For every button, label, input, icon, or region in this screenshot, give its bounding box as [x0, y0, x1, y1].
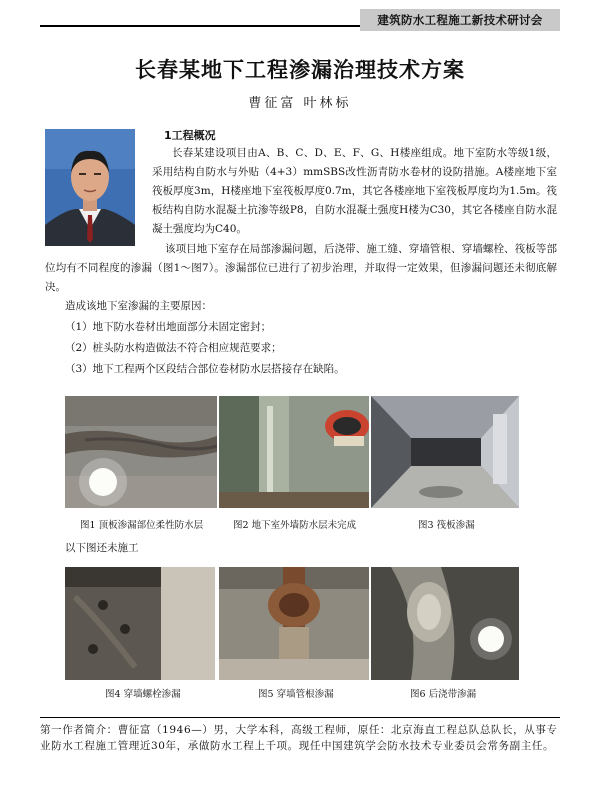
figure-4-caption: 图4 穿墙螺栓渗漏 — [105, 689, 181, 700]
figure-2-photo — [219, 396, 369, 508]
figure-2-caption: 图2 地下室外墙防水层未完成 — [233, 520, 357, 531]
cause-item: （3）地下工程两个区段结合部位卷材防水层搭接存在缺陷。 — [65, 363, 345, 375]
footnote-rule — [40, 717, 560, 718]
figure-note: 以下图还未施工 — [65, 542, 139, 554]
figure-6-caption: 图6 后浇带渗漏 — [410, 689, 477, 700]
section-heading: 1工程概况 — [164, 129, 216, 142]
paragraph-leakage: 该项目地下室存在局部渗漏问题，后浇带、施工缝、穿墙管根、穿墙螺栓、筏板等部位均有不同程度的渗漏（图1～图7）。渗漏部位已进行了初步治理，并取得一定效果，但渗漏问题还未彻底解决。 — [45, 243, 557, 293]
paragraph-overview: 长春某建设项目由A、B、C、D、E、F、G、H楼座组成。地下室防水等级1级，采用结构自防水与外贴（4+3）mmSBS改性沥青防水卷材的设防措施。A楼座地下室筏板厚度3m，H楼座地下室筏板厚度0.7m，其它各楼座地下室筏板厚度均为1.5m。筏板结构自防水混凝土抗渗等级P8，自防水混凝土强度H楼为C30，其它各楼座自防水混凝土强度均为C40。 — [152, 147, 557, 235]
cause-item: （2）桩头防水构造做法不符合相应规范要求； — [65, 342, 282, 354]
figure-6-photo — [371, 567, 519, 680]
article-authors: 曹征富 叶林标 — [248, 96, 352, 111]
running-header — [40, 9, 560, 33]
figure-5-photo — [219, 567, 369, 680]
figure-4-photo — [65, 567, 215, 680]
figure-3-photo — [371, 396, 519, 508]
journal-name: 建筑防水工程施工新技术研讨会 — [360, 9, 560, 31]
figure-1-caption: 图1 顶板渗漏部位柔性防水层 — [80, 520, 204, 531]
author-footnote: 第一作者简介：曹征富（1946—）男，大学本科，高级工程师，原任：北京海直工程总队总队长，从事专业防水工程施工管理近30年，承做防水工程上千项。现任中国建筑学会防水技术专业委员会常务副主任。 — [40, 724, 558, 752]
author-portrait — [45, 129, 135, 246]
figure-1-photo — [65, 396, 217, 508]
article-title: 长春某地下工程渗漏治理技术方案 — [135, 58, 465, 82]
paragraph-causes-intro: 造成该地下室渗漏的主要原因： — [65, 300, 212, 312]
figure-3-caption: 图3 筏板渗漏 — [418, 520, 475, 531]
figure-5-caption: 图5 穿墙管根渗漏 — [258, 689, 334, 700]
cause-item: （1）地下防水卷材出地面部分未固定密封； — [65, 321, 272, 333]
header-rule — [40, 25, 390, 27]
